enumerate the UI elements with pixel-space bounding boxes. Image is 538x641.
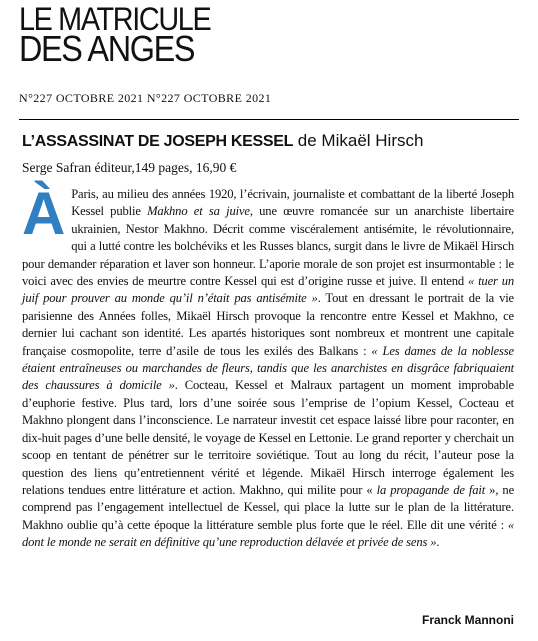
article-quote: « tuer un juif pour prouver au monde qu’il n’était pas antisémite »	[22, 274, 515, 306]
article-segment: . Tout en dressant le portrait de la vie parisienne des Années folles, Mikaël Hirsch provoque la rencontre entre Kessel et Makhno, ce dernier lui cachant son identité. Les apartés historiques sont nombreux et montrent une capitale française cosmopolite, terre d’asile de tous les exilés des Balkans :	[22, 291, 515, 358]
article-segment: », ne comprend pas l’engagement intellectuel de Kessel, qui place la lutte sur le plan de la littérature. Makhno oublie qu’à cette époque la littérature semble plus forte que le réel. Elle dit une vérité :	[22, 482, 515, 532]
author-byline: Franck Mannoni	[421, 613, 514, 627]
masthead-line-2: DES ANGES	[19, 28, 195, 69]
article-segment: . Cocteau, Kessel et Malraux partagent un moment improbable d’euphorie festive. Plus tard, lors d’une soirée sous l’emprise de l’opium Kessel, Cocteau et Makhno plongent dans l’inconscience. Le narrateur investit cet espace laissé libre pour raconter, en dix-huit pages d’une belle densité, le voyage de Kessel en Lettonie. Le grand reporter y cherchait un scoop en tentant de pénétrer sur le territoire soviétique. Tout au long du récit, l’auteur pose la question des liens qu’entretiennent vérité et légende. Mikaël Hirsch interroge également les relations tendues entre littérature et action. Makhno, qui milite pour «	[22, 378, 514, 497]
publisher-info: Serge Safran éditeur,149 pages, 16,90 €	[22, 160, 237, 175]
book-title: L’ASSASSINAT DE JOSEPH KESSEL	[22, 133, 294, 150]
article-quote: « dont le monde ne serait en définitive qu’une reproduction délavée et privée de sens »	[22, 517, 514, 550]
masthead-line-1: LE MATRICULE	[19, 1, 211, 37]
article-segment: Paris, au milieu des années 1920, l’écrivain, journaliste et combattant de la liberté Joseph Kessel publie	[71, 187, 514, 219]
divider	[19, 119, 519, 120]
article-body	[22, 180, 515, 552]
issue-label: N°227 OCTOBRE 2021 N°227 OCTOBRE 2021	[19, 91, 272, 105]
masthead-logo	[19, 1, 211, 69]
article-segment: , une œuvre romancée sur un anarchiste libertaire ukrainien, Nestor Makhno. Décrit comme viscéralement antisémite, le révolutionnaire, qui a lutté contre les bolchéviks et les Russes blancs, surgit dans le livre de Mikaël Hirsch pour demander réparation et laver son honneur. L’aporie morale de son projet est insurmontable : le voici avec des envies de meurtre contre Kessel qui est d’origine russe et juive. Il entend	[22, 204, 515, 289]
book-author: de Mikaël Hirsch	[293, 131, 424, 150]
article-quote: Makhno et sa juive	[147, 204, 250, 219]
article-quote: « Les dames de la noblesse étaient entraîneuses ou marchandes de fleurs, tandis que les anarchistes en disgrâce fabriquaient des chaussures à domicile »	[22, 343, 514, 393]
drop-cap: À	[22, 180, 66, 247]
article-title	[22, 131, 423, 151]
article-text	[22, 180, 515, 550]
article-segment: .	[436, 535, 440, 550]
article-quote: la propagande de fait	[376, 482, 486, 497]
